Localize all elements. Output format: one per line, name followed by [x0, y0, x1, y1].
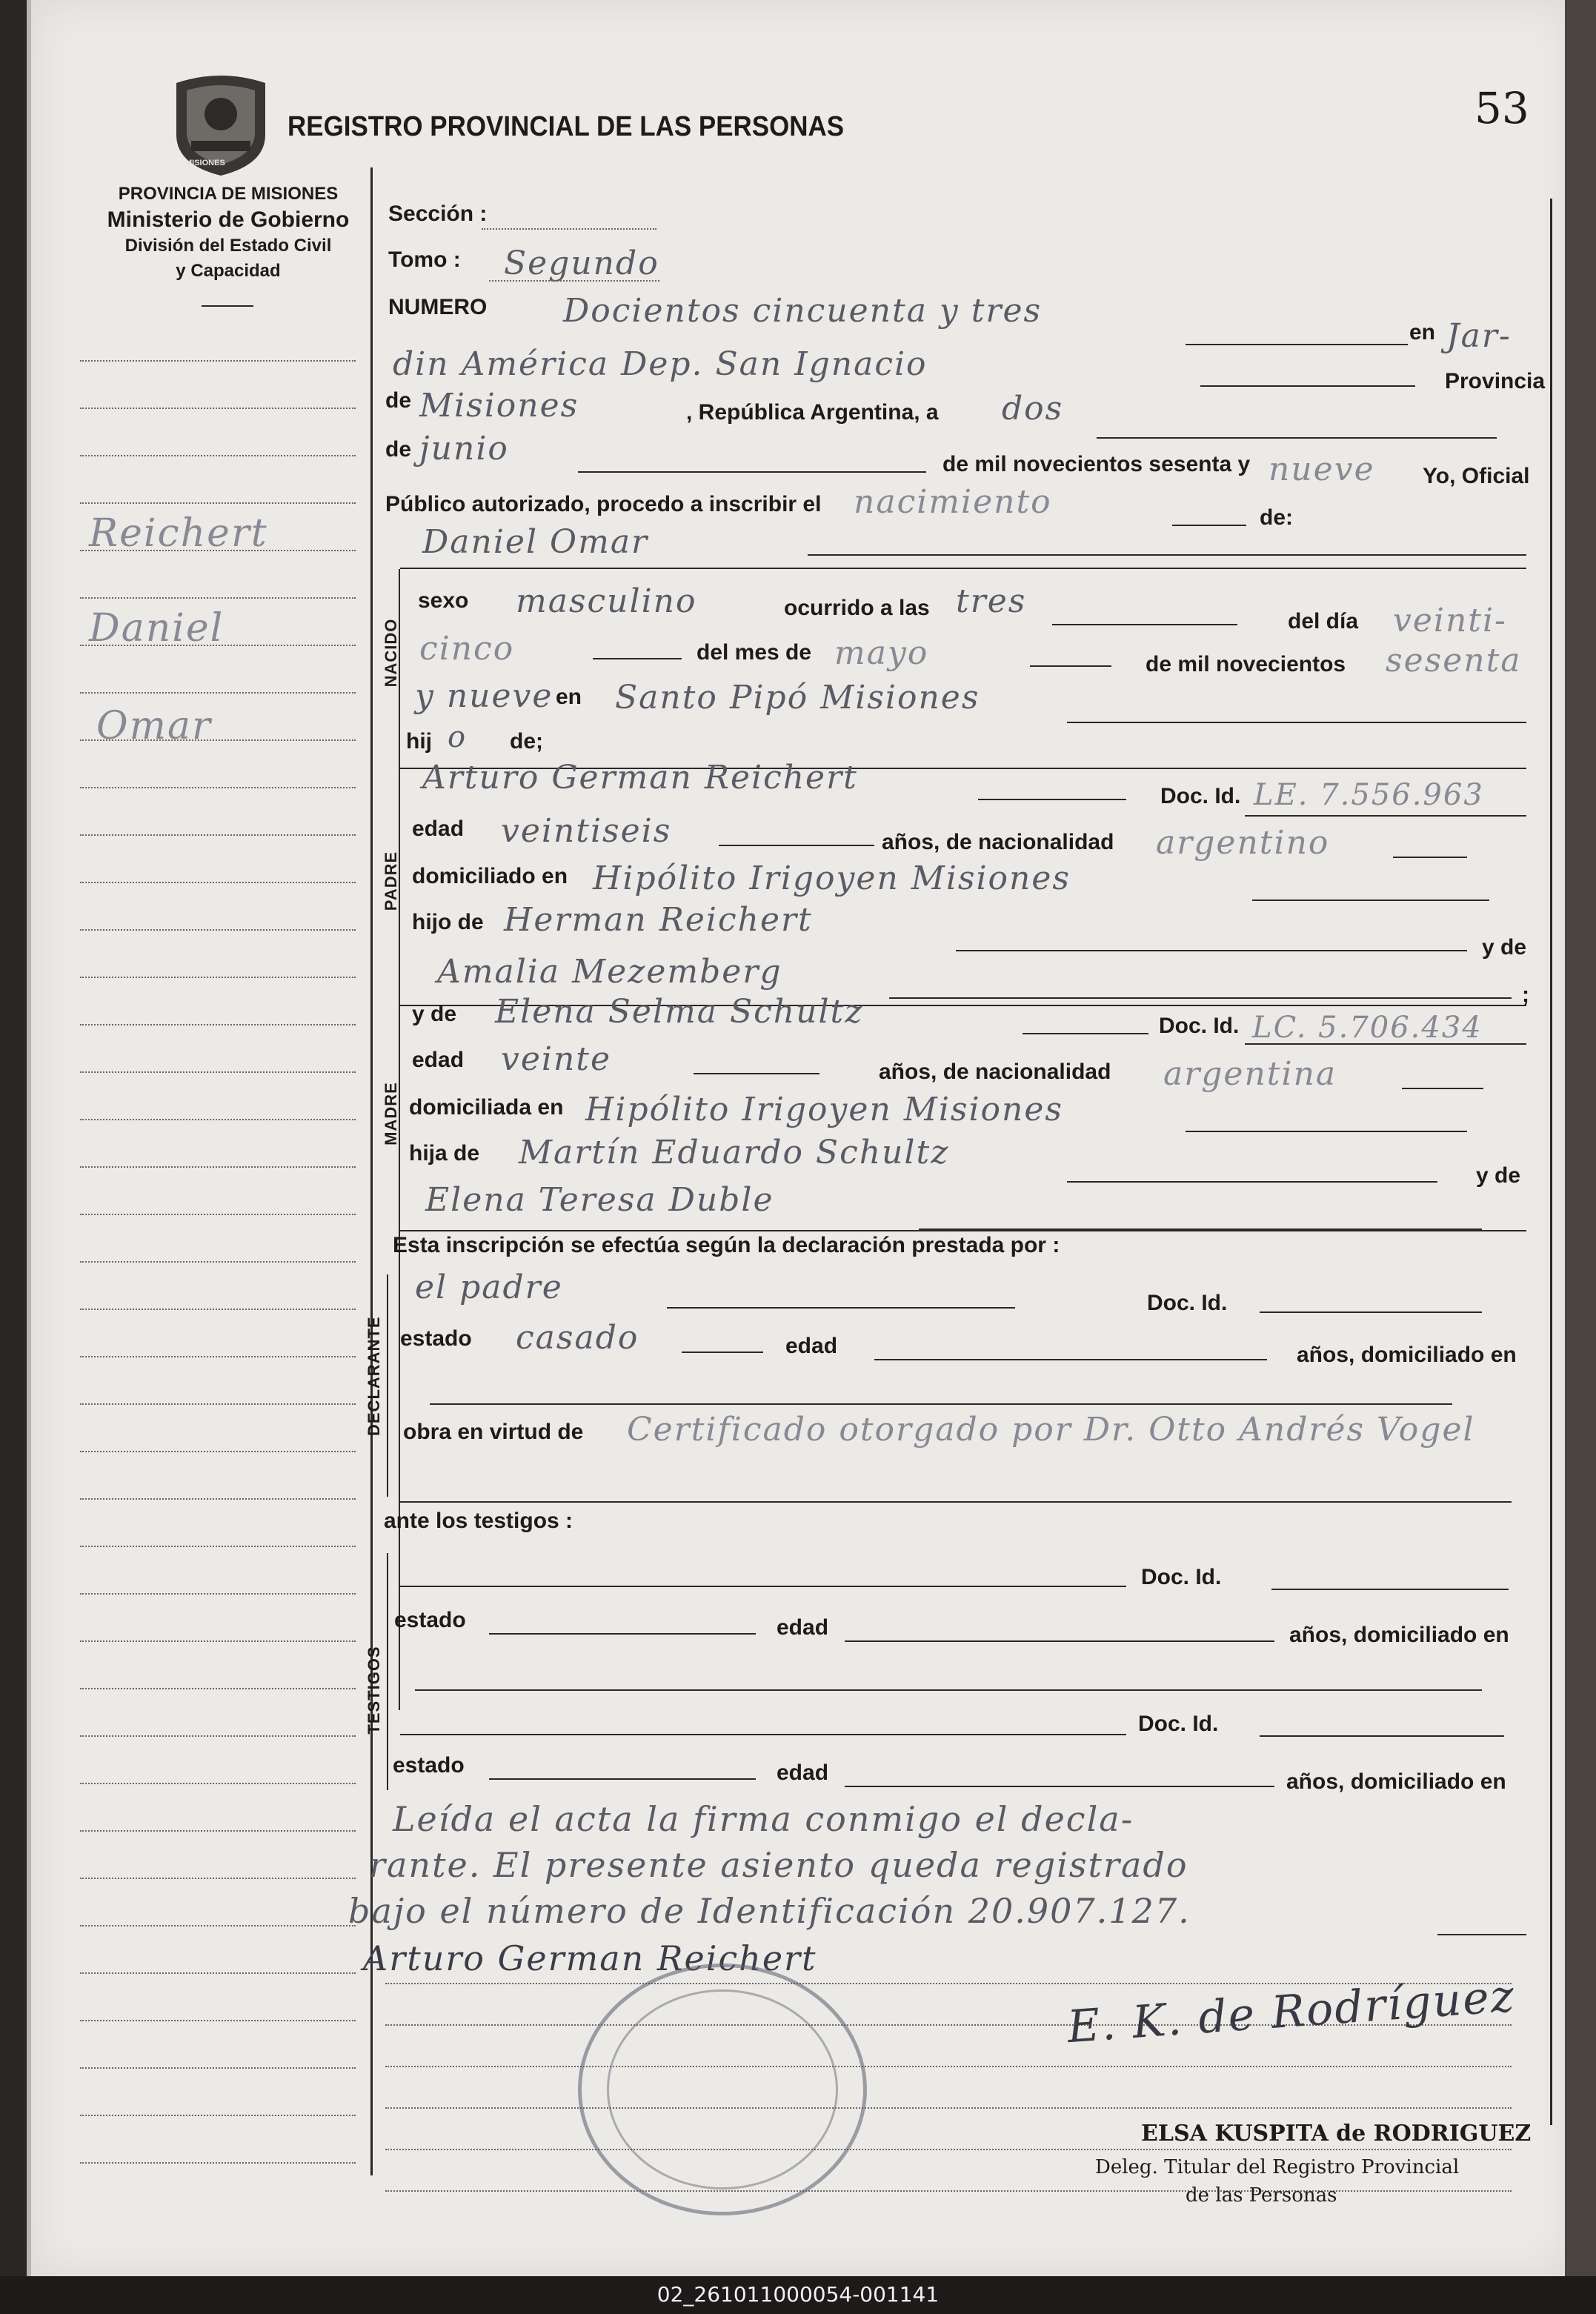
label-inscripcion: Esta inscripción se efectúa según la declaración prestada por :: [393, 1233, 1060, 1257]
division-name: División del Estado Civil: [124, 236, 332, 256]
field-tipo: [1172, 525, 1246, 526]
value-madre-nac: argentina: [1163, 1055, 1337, 1093]
field-madre-doc: [1245, 1043, 1526, 1045]
field-numero: [1186, 344, 1408, 345]
field-declarante: [667, 1307, 1015, 1309]
label-domiciliada: domiciliada en: [409, 1095, 564, 1120]
section-label-madre: MADRE: [382, 1082, 400, 1146]
field-decl-estado: [682, 1352, 763, 1353]
label-estado-decl: estado: [400, 1326, 472, 1351]
value-madre-hija-de: Martín Eduardo Schultz: [519, 1134, 950, 1171]
page-number: 53: [1474, 83, 1529, 133]
margin-note-surname: Reichert: [89, 511, 268, 556]
rule-declarante-bottom: [400, 1501, 1512, 1503]
label-estado-t2: estado: [393, 1753, 465, 1778]
field-estado-t2: [489, 1778, 756, 1780]
field-tomo: [489, 280, 659, 282]
note-end-line: [1437, 1934, 1526, 1935]
field-doc-t1: [1271, 1589, 1509, 1590]
value-mes: junio: [419, 430, 509, 468]
book-edge: [1565, 0, 1596, 2276]
value-madre-edad: veinte: [501, 1040, 612, 1078]
label-hij: hij: [406, 729, 432, 754]
declarant-signature: Arturo German Reichert: [363, 1938, 817, 1978]
value-declarante: el padre: [415, 1269, 563, 1306]
official-signature: E. K. de Rodríguez: [1065, 1969, 1517, 2054]
value-numero: Docientos cincuenta y tres: [563, 292, 1043, 330]
field-padre-nac: [1393, 857, 1467, 858]
field-madre-dom: [1186, 1131, 1467, 1132]
label-anos-dom-decl: años, domiciliado en: [1297, 1343, 1517, 1367]
testigos-rule: [387, 1553, 388, 1790]
field-padre-y-de: [889, 997, 1512, 999]
value-tipo: nacimiento: [854, 483, 1052, 521]
value-padre-dom: Hipólito Irigoyen Misiones: [593, 860, 1071, 897]
value-dia: dos: [1002, 390, 1064, 428]
field-decl-domicilio: [430, 1403, 1452, 1405]
label-numero: NUMERO: [388, 295, 488, 319]
label-y-de-padre: y de: [1482, 935, 1527, 960]
label-republica: , República Argentina, a: [686, 400, 939, 425]
section-label-nacido: NACIDO: [382, 618, 400, 688]
capacity-name: y Capacidad: [176, 261, 281, 281]
field-dia: [1097, 437, 1497, 439]
value-padre-nombre: Arturo German Reichert: [422, 759, 858, 797]
note-line-2: rante. El presente asiento queda registrado: [369, 1845, 1188, 1885]
label-edad-t1: edad: [777, 1615, 829, 1640]
value-obra: Certificado otorgado por Dr. Otto Andrés Vogel: [627, 1411, 1475, 1449]
label-de-semi: de;: [510, 729, 543, 754]
value-sexo: masculino: [516, 582, 697, 620]
label-anos-dom-t1: años, domiciliado en: [1289, 1623, 1509, 1647]
ministry-name: Ministerio de Gobierno: [107, 207, 350, 232]
value-provincia: Misiones: [419, 387, 579, 425]
label-ante: ante los testigos :: [384, 1509, 573, 1533]
field-mes: [578, 471, 926, 473]
value-hij-suffix: o: [448, 720, 468, 754]
label-edad-padre: edad: [412, 817, 465, 841]
label-hijo-de: hijo de: [412, 910, 484, 934]
value-madre-y-de: Elena Teresa Duble: [425, 1181, 774, 1219]
label-tomo: Tomo :: [388, 247, 461, 272]
official-role: Deleg. Titular del Registro Provincial: [1095, 2156, 1460, 2178]
value-madre-nombre: Elena Selma Schultz: [495, 993, 864, 1031]
field-nombre: [808, 554, 1526, 556]
field-padre-hijo-de: [956, 950, 1467, 951]
seal-label: MISIONES: [185, 159, 225, 167]
section-label-testigos: TESTIGOS: [365, 1646, 383, 1735]
field-decl-edad: [874, 1359, 1267, 1360]
label-estado-t1: estado: [394, 1608, 466, 1632]
label-doc-id-t2: Doc. Id.: [1138, 1712, 1219, 1736]
label-publico: Público autorizado, procedo a inscribir el: [385, 492, 822, 516]
value-padre-doc: LE. 7.556.963: [1254, 778, 1484, 812]
header-divider: [202, 305, 253, 307]
value-padre-edad: veintiseis: [501, 812, 672, 850]
field-testigo-1: [400, 1586, 1126, 1587]
label-del-dia: del día: [1288, 609, 1359, 634]
field-madre-edad: [694, 1073, 819, 1074]
label-yo-oficial: Yo, Oficial: [1423, 464, 1530, 488]
label-de-colon: de:: [1260, 505, 1293, 530]
value-tomo: Segundo: [504, 245, 659, 282]
value-anio: nueve: [1269, 451, 1375, 488]
right-rule: [1550, 199, 1552, 2125]
field-madre-nombre: [1023, 1033, 1148, 1034]
label-edad-decl: edad: [785, 1334, 838, 1358]
field-padre-doc: [1245, 815, 1526, 817]
declarante-rule: [387, 1274, 388, 1497]
value-dia-nac-2: cinco: [419, 630, 515, 668]
label-de-mil-sesenta: de mil novecientos sesenta y: [942, 452, 1251, 476]
label-doc-id-t1: Doc. Id.: [1141, 1565, 1222, 1589]
label-y-de-madre-2: y de: [1476, 1163, 1521, 1188]
value-padre-y-de: Amalia Mezemberg: [437, 953, 782, 991]
field-hora: [1052, 624, 1237, 625]
label-doc-id-decl: Doc. Id.: [1147, 1291, 1228, 1315]
label-en: en: [1409, 320, 1436, 345]
field-testigo-2: [400, 1734, 1126, 1735]
value-hora: tres: [956, 582, 1027, 620]
margin-note-first-name: Daniel: [89, 606, 225, 651]
value-dia-nac-1: veinti-: [1393, 602, 1507, 639]
field-dom-t1: [415, 1689, 1482, 1691]
label-seccion: Sección :: [388, 202, 488, 226]
value-anio-nac-2: y nueve: [415, 677, 553, 715]
field-padre-dom: [1252, 900, 1489, 901]
section-label-declarante: DECLARANTE: [365, 1316, 383, 1436]
value-nombre: Daniel Omar: [422, 523, 649, 561]
value-decl-estado: casado: [516, 1319, 639, 1357]
field-padre-edad: [719, 845, 874, 846]
label-doc-id-madre: Doc. Id.: [1159, 1014, 1240, 1038]
value-padre-hijo-de: Herman Reichert: [504, 901, 813, 939]
label-anos-nac-padre: años, de nacionalidad: [882, 830, 1114, 854]
margin-note-middle-name: Omar: [96, 704, 212, 748]
rule-inscripcion-top: [400, 1230, 1526, 1231]
field-dia-nac: [593, 658, 682, 659]
label-de-1: de: [385, 388, 412, 413]
label-doc-id-padre: Doc. Id.: [1160, 784, 1241, 808]
field-lugar-nac: [1067, 722, 1526, 723]
value-anio-nac-1: sesenta: [1386, 642, 1522, 679]
registry-stamp-icon: [578, 1964, 867, 2215]
field-doc-decl: [1260, 1311, 1482, 1313]
label-provincia: Provincia: [1445, 369, 1546, 393]
value-lugar-nac: Santo Pipó Misiones: [615, 679, 980, 717]
label-sexo: sexo: [418, 588, 469, 613]
field-seccion: [482, 228, 656, 230]
field-edad-t2: [845, 1786, 1274, 1787]
label-domiciliado-padre: domiciliado en: [412, 864, 568, 888]
official-role-2: de las Personas: [1186, 2184, 1337, 2207]
field-doc-t2: [1260, 1735, 1504, 1737]
semicolon-padre: ;: [1522, 983, 1529, 1007]
label-del-mes: del mes de: [696, 640, 812, 665]
field-edad-t1: [845, 1640, 1274, 1642]
field-estado-t1: [489, 1633, 756, 1635]
note-line-1: Leída el acta la firma conmigo el decla-: [393, 1799, 1134, 1839]
field-madre-nac: [1402, 1088, 1483, 1089]
label-edad-madre: edad: [412, 1048, 465, 1072]
note-line-3: bajo el número de Identificación 20.907.127.: [348, 1891, 1191, 1931]
label-hija-de: hija de: [409, 1141, 480, 1166]
label-obra: obra en virtud de: [403, 1420, 584, 1444]
page-title: REGISTRO PROVINCIAL DE LAS PERSONAS: [287, 111, 845, 142]
field-mes-nac: [1030, 665, 1111, 667]
footer-filename: 02_261011000054-001141: [656, 2282, 940, 2307]
label-de-2: de: [385, 437, 412, 462]
value-madre-dom: Hipólito Irigoyen Misiones: [585, 1091, 1063, 1128]
value-madre-doc: LC. 5.706.434: [1252, 1011, 1483, 1045]
official-name: ELSA KUSPITA de RODRIGUEZ: [1141, 2121, 1532, 2147]
value-mes-nac: mayo: [834, 634, 929, 672]
rule-nacido-top: [400, 568, 1526, 569]
label-ocurrido: ocurrido a las: [784, 596, 930, 620]
label-edad-t2: edad: [777, 1761, 829, 1785]
value-en: Jar-: [1446, 317, 1512, 355]
province-name: PROVINCIA DE MISIONES: [118, 184, 339, 204]
field-padre-nombre: [978, 799, 1126, 800]
value-padre-nac: argentino: [1156, 824, 1330, 862]
field-madre-hija-de: [1067, 1181, 1437, 1183]
label-de-mil: de mil novecientos: [1146, 652, 1346, 676]
label-y-de-madre: y de: [412, 1002, 457, 1026]
label-en-lugar: en: [556, 685, 582, 709]
value-place: din América Dep. San Ignacio: [393, 345, 928, 383]
field-place: [1200, 385, 1415, 387]
label-anos-dom-t2: años, domiciliado en: [1286, 1769, 1506, 1794]
label-anos-nac-madre: años, de nacionalidad: [879, 1060, 1111, 1084]
section-label-padre: PADRE: [382, 851, 400, 911]
